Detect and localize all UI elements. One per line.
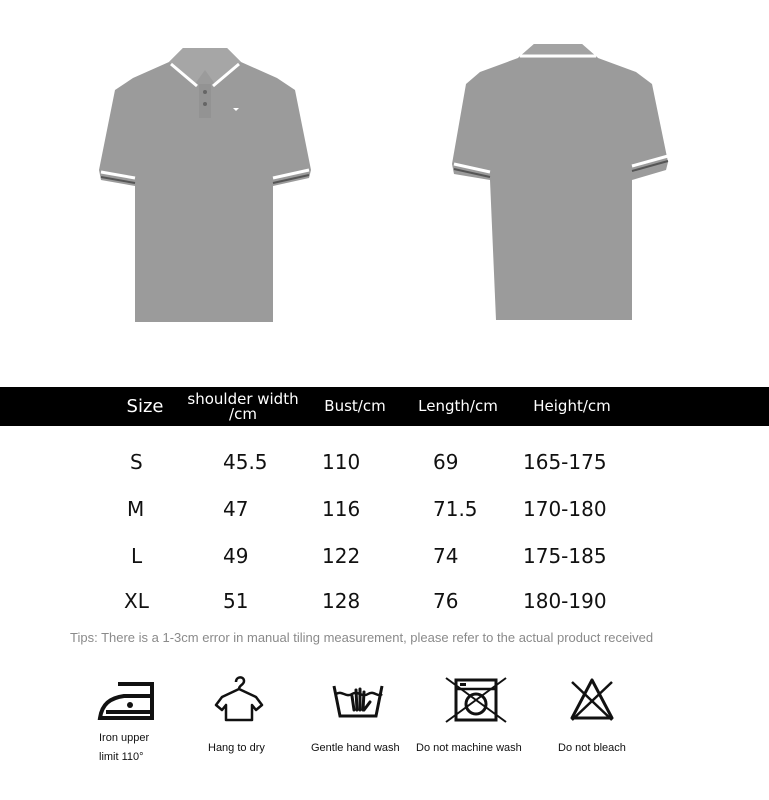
cell-length: 69 bbox=[433, 450, 459, 474]
cell-bust: 122 bbox=[322, 544, 361, 568]
cell-bust: 116 bbox=[322, 497, 361, 521]
header-size: Size bbox=[126, 396, 164, 417]
header-height: Height/cm bbox=[533, 397, 611, 415]
no-machine-wash-icon bbox=[444, 676, 508, 724]
cell-height: 175-185 bbox=[523, 544, 607, 568]
cell-shoulder: 45.5 bbox=[223, 450, 268, 474]
hand-wash-icon bbox=[330, 676, 386, 724]
cell-shoulder: 47 bbox=[223, 497, 249, 521]
cell-bust: 110 bbox=[322, 450, 361, 474]
cell-height: 170-180 bbox=[523, 497, 607, 521]
cell-size: S bbox=[130, 450, 143, 474]
iron-label-line2: limit 110° bbox=[99, 751, 144, 763]
table-row bbox=[0, 494, 769, 524]
size-table-header bbox=[0, 387, 769, 426]
shirt-front-image bbox=[95, 40, 320, 330]
cell-size: M bbox=[127, 497, 145, 521]
table-row bbox=[0, 447, 769, 477]
header-shoulder bbox=[180, 387, 306, 426]
table-row bbox=[0, 586, 769, 616]
iron-label-line1: Iron upper bbox=[99, 732, 150, 744]
cell-length: 71.5 bbox=[433, 497, 478, 521]
table-row bbox=[0, 541, 769, 571]
cell-height: 165-175 bbox=[523, 450, 607, 474]
hand-wash-label: Gentle hand wash bbox=[311, 742, 400, 754]
hang-dry-label: Hang to dry bbox=[208, 742, 265, 754]
cell-length: 74 bbox=[433, 544, 459, 568]
no-machine-wash-label: Do not machine wash bbox=[416, 742, 522, 754]
header-shoulder-line2: /cm bbox=[229, 404, 257, 423]
no-bleach-icon bbox=[568, 676, 616, 724]
cell-bust: 128 bbox=[322, 589, 361, 613]
header-length: Length/cm bbox=[418, 397, 498, 415]
shirt-back-image bbox=[448, 40, 673, 325]
measurement-tip: Tips: There is a 1-3cm error in manual tiling measurement, please refer to the actual product received bbox=[70, 630, 654, 645]
cell-shoulder: 49 bbox=[223, 544, 249, 568]
header-shoulder-line1: shoulder width bbox=[187, 389, 299, 408]
cell-size: XL bbox=[124, 589, 149, 613]
cell-length: 76 bbox=[433, 589, 459, 613]
header-bust: Bust/cm bbox=[324, 397, 386, 415]
cell-height: 180-190 bbox=[523, 589, 607, 613]
no-bleach-label: Do not bleach bbox=[558, 742, 626, 754]
iron-icon bbox=[96, 676, 158, 724]
cell-size: L bbox=[131, 544, 143, 568]
hang-dry-icon bbox=[214, 672, 264, 724]
cell-shoulder: 51 bbox=[223, 589, 249, 613]
